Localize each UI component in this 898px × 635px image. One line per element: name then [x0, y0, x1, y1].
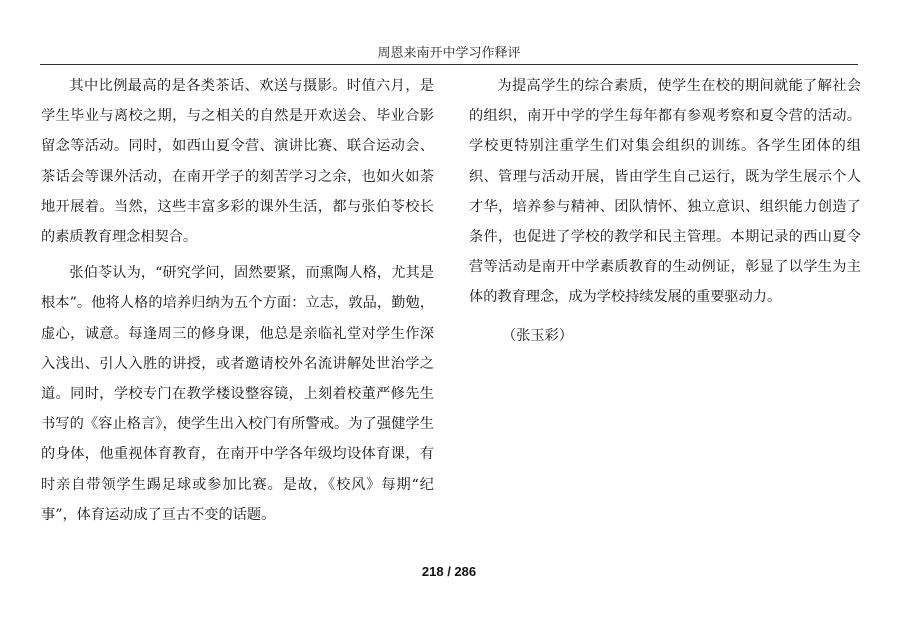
- right-column: [469, 71, 861, 351]
- left-column: [41, 71, 434, 530]
- paragraph: 其中比例最高的是各类茶话、欢送与摄影。时值六月，是学生毕业与离校之期，与之相关的自然是开欢送会、毕业合影留念等活动。同时，如西山夏令营、演讲比赛、联合运动会、茶话会等课外活动，在南开学子的刻苦学习之余，也如火如荼地开展着。当然，这些丰富多彩的课外生活，都与张伯苓校长的素质教育理念相契合。: [41, 78, 434, 246]
- paragraph: 张伯苓认为，“研究学问，固然要紧，而熏陶人格，尤其是根本”。他将人格的培养归纳为五个方面：立志，敦品，勤勉，虚心，诚意。每逢周三的修身课，他总是亲临礼堂对学生作深入浅出、引人入胜的讲授，或者邀请校外名流讲解处世治学之道。同时，学校专门在教学楼设整容镜，上刻着校董严修先生书写的《容止格言》，使学生出入校门有所警戒。为了强健学生的身体，他重视体育教育，在南开中学各年级均设体育课，有时亲自带领学生踢足球或参加比赛。是故，《校风》每期“纪事”，体育运动成了亘古不变的话题。: [41, 265, 434, 523]
- paragraph: 为提高学生的综合素质，使学生在校的期间就能了解社会的组织，南开中学的学生每年都有参观考察和夏令营的活动。学校更特别注重学生们对集会组织的训练。各学生团体的组织、管理与活动开展，皆由学生自己运行，既为学生展示个人才华，培养参与精神、团队情怀、独立意识、组织能力创造了条件，也促进了学校的教学和民主管理。本期记录的西山夏令营等活动是南开中学素质教育的生动例证，彰显了以学生为主体的教育理念，成为学校持续发展的重要驱动力。: [469, 78, 861, 306]
- page-number: 218 / 286: [421, 564, 477, 579]
- header-divider: [40, 64, 858, 65]
- page-header: 周恩来南开中学习作释评: [377, 46, 521, 61]
- author-signature: （张玉彩）: [502, 327, 573, 344]
